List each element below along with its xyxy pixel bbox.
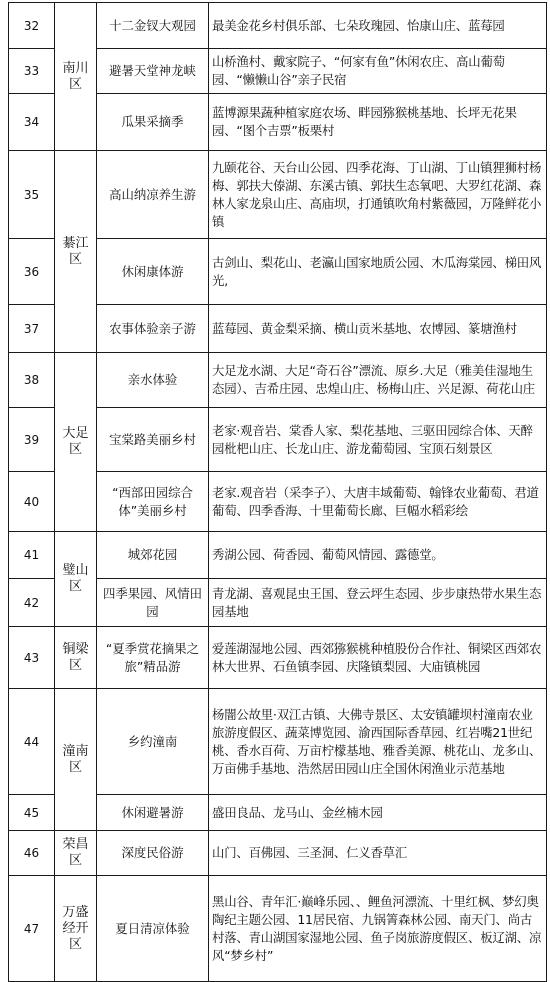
route-places: 老家.观音岩（采李子）、大唐丰域葡萄、翰锋农业葡萄、君道葡萄、四季香海、十里葡萄长廊、巨幅水稻彩绘 xyxy=(209,472,547,532)
route-name: 十二金钗大观园 xyxy=(97,3,209,49)
row-number: 32 xyxy=(9,3,55,49)
row-number: 39 xyxy=(9,408,55,472)
row-number: 44 xyxy=(9,689,55,795)
route-name: 城郊花园 xyxy=(97,532,209,579)
route-places: 蓝博源果蔬种植家庭农场、畔园猕猴桃基地、长坪无花果园、“图个吉票”板栗村 xyxy=(209,94,547,151)
row-number: 33 xyxy=(9,49,55,94)
row-number: 43 xyxy=(9,627,55,689)
table-row xyxy=(9,876,547,982)
row-number: 40 xyxy=(9,472,55,532)
route-places: 山门、百佛园、三圣洞、仁义香草汇 xyxy=(209,831,547,876)
row-number: 36 xyxy=(9,239,55,305)
route-name: 高山纳凉养生游 xyxy=(97,151,209,239)
route-name: 亲水体验 xyxy=(97,353,209,408)
route-places: 蓝莓园、黄金梨采摘、横山贡米基地、农博园、篆塘渔村 xyxy=(209,305,547,353)
route-name: 休闲避暑游 xyxy=(97,795,209,831)
route-places: 最美金花乡村俱乐部、七朵玫瑰园、怡康山庄、蓝莓园 xyxy=(209,3,547,49)
district-cell: 潼南区 xyxy=(55,689,97,831)
route-name: 避暑天堂神龙峡 xyxy=(97,49,209,94)
row-number: 38 xyxy=(9,353,55,408)
route-places: 山桥渔村、戴家院子、“何家有鱼”休闲农庄、高山葡萄园、“懒懒山谷”亲子民宿 xyxy=(209,49,547,94)
district-cell: 铜梁区 xyxy=(55,627,97,689)
route-name: 深度民俗游 xyxy=(97,831,209,876)
row-number: 41 xyxy=(9,532,55,579)
table-row xyxy=(9,3,547,49)
table-row xyxy=(9,532,547,579)
row-number: 34 xyxy=(9,94,55,151)
row-number: 45 xyxy=(9,795,55,831)
route-name: “夏季赏花摘果之旅”精品游 xyxy=(97,627,209,689)
route-name: 瓜果采摘季 xyxy=(97,94,209,151)
route-places: 古剑山、梨花山、老瀛山国家地质公园、木瓜海棠园、梯田风光, xyxy=(209,239,547,305)
route-places: 老家·观音岩、棠香人家、梨花基地、三驱田园综合体、天醉园枇杷山庄、长龙山庄、游龙葡萄园、宝顶石刻景区 xyxy=(209,408,547,472)
district-cell: 万盛经开区 xyxy=(55,876,97,982)
table-row xyxy=(9,689,547,795)
route-name: 四季果园、风情田园 xyxy=(97,579,209,627)
table-row xyxy=(9,151,547,239)
route-places: 杨闇公故里·双江古镇、大佛寺景区、太安镇罐坝村潼南农业旅游度假区、蔬菜博览园、渝西国际香草园、红岩嘴21世纪桃、香水百荷、万亩柠檬基地、雅香美源、桃花山、龙多山、万亩佛手基地、浩然居田园山庄全国休闲渔业示范基地 xyxy=(209,689,547,795)
route-places: 大足龙水湖、大足“奇石谷”漂流、原乡.大足（雅美佳湿地生态园）、吉希庄园、忠煌山庄、杨梅山庄、兴足源、荷花山庄 xyxy=(209,353,547,408)
district-cell: 綦江区 xyxy=(55,151,97,353)
route-name: “西部田园综合体”美丽乡村 xyxy=(97,472,209,532)
route-places: 青龙湖、喜观昆虫王国、登云坪生态园、步步康热带水果生态园基地 xyxy=(209,579,547,627)
row-number: 35 xyxy=(9,151,55,239)
route-name: 休闲康体游 xyxy=(97,239,209,305)
row-number: 46 xyxy=(9,831,55,876)
route-places: 黑山谷、青年汇·巅峰乐园、、鲤鱼河漂流、十里红枫、梦幻奥陶纪主题公园、11居民宿、九锅箐森林公园、南天门、尚古村落、青山湖国家湿地公园、鱼子岗旅游度假区、板辽湖、凉风“梦乡村” xyxy=(209,876,547,982)
route-places: 盛田良品、龙马山、金丝楠木园 xyxy=(209,795,547,831)
route-name: 农事体验亲子游 xyxy=(97,305,209,353)
table-row xyxy=(9,627,547,689)
route-places: 秀湖公园、荷香园、葡萄风情园、露德堂。 xyxy=(209,532,547,579)
tourism-route-table xyxy=(8,2,547,982)
district-cell: 璧山区 xyxy=(55,532,97,627)
table-row xyxy=(9,831,547,876)
district-cell: 荣昌区 xyxy=(55,831,97,876)
district-cell: 南川区 xyxy=(55,3,97,151)
route-name: 乡约潼南 xyxy=(97,689,209,795)
route-places: 九颐花谷、天台山公园、四季花海、丁山湖、丁山镇狸狮村杨梅、郭扶大傣湖、东溪古镇、郭扶生态氧吧、大罗红花湖、森林人家龙泉山庄、高庙坝，打通镇吹角村紫薇园，万隆鲜花小镇 xyxy=(209,151,547,239)
district-cell: 大足区 xyxy=(55,353,97,532)
row-number: 37 xyxy=(9,305,55,353)
route-places: 爱莲湖湿地公园、西郊猕猴桃种植股份合作社、铜梁区西郊农林大世界、石鱼镇李园、庆隆镇梨园、大庙镇桃园 xyxy=(209,627,547,689)
row-number: 42 xyxy=(9,579,55,627)
row-number: 47 xyxy=(9,876,55,982)
route-name: 夏日清凉体验 xyxy=(97,876,209,982)
route-name: 宝棠路美丽乡村 xyxy=(97,408,209,472)
table-row xyxy=(9,353,547,408)
